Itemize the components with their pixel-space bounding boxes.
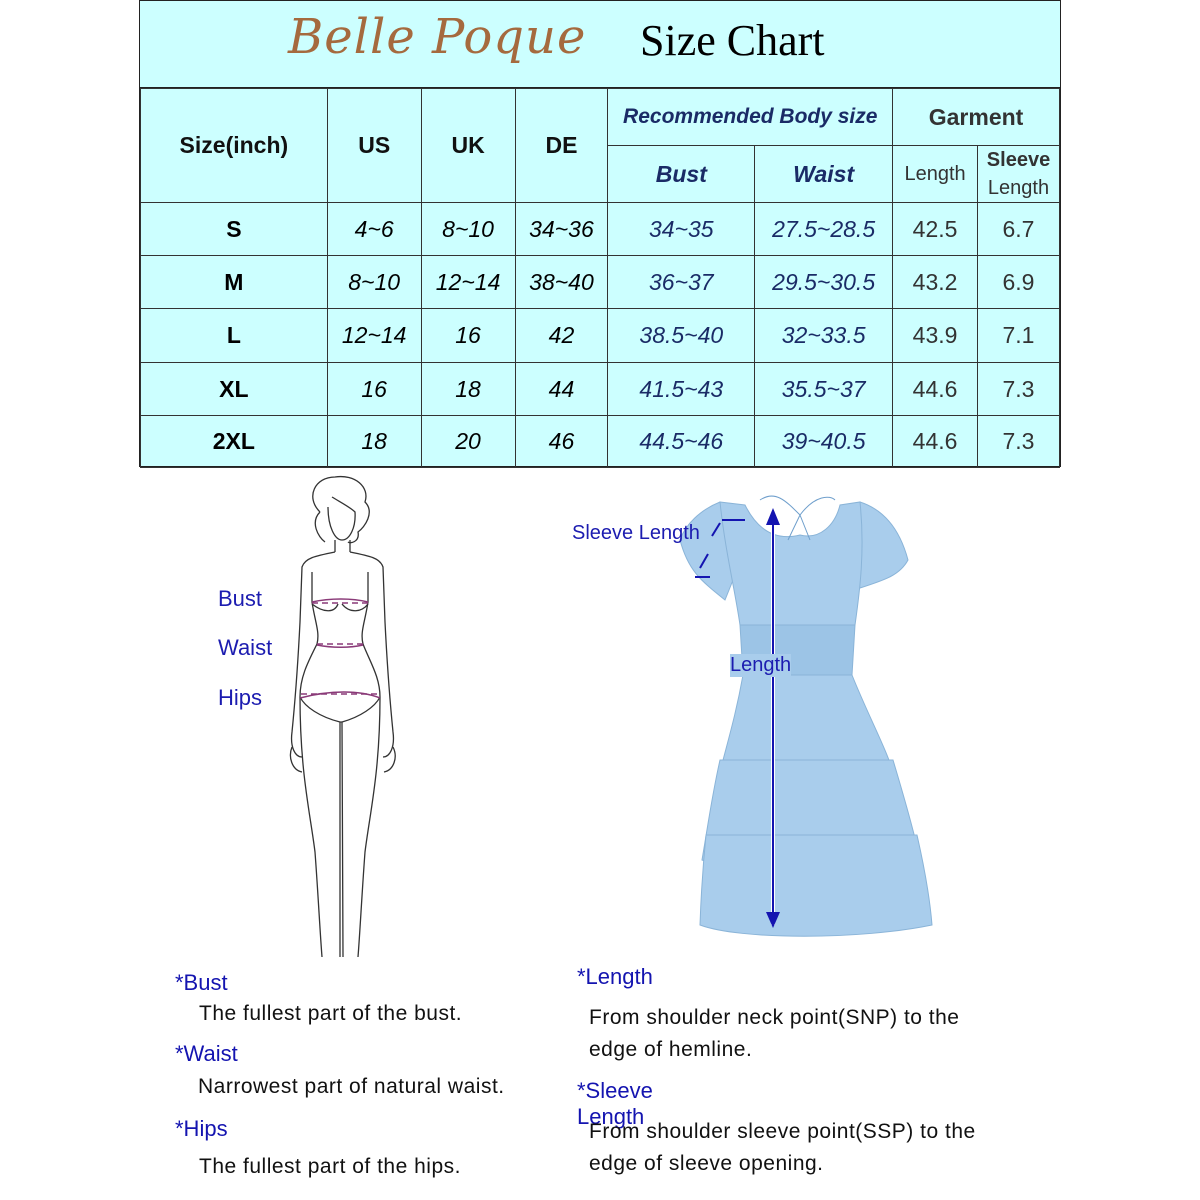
waist-cell: 39~40.5 [755, 416, 893, 468]
table-row [141, 256, 1060, 309]
definition-text-sleeve-length-2: edge of sleeve opening. [589, 1152, 824, 1175]
header-bust: Bust [608, 146, 755, 203]
bust-cell: 41.5~43 [608, 363, 755, 416]
header-size: Size(inch) [141, 89, 328, 203]
de-cell: 46 [515, 416, 608, 468]
sleeve-cell: 6.7 [978, 203, 1060, 256]
us-cell: 16 [327, 363, 421, 416]
body-label-hips: Hips [218, 685, 263, 710]
us-cell: 4~6 [327, 203, 421, 256]
uk-cell: 12~14 [421, 256, 515, 309]
size-cell: XL [141, 363, 328, 416]
sleeve-cell: 7.1 [978, 309, 1060, 363]
chart-title: Size Chart [640, 16, 825, 65]
waist-cell: 35.5~37 [755, 363, 893, 416]
body-label-waist: Waist [218, 635, 273, 660]
de-cell: 34~36 [515, 203, 608, 256]
definition-text-waist: Narrowest part of natural waist. [198, 1075, 505, 1098]
definition-text-length-1: From shoulder neck point(SNP) to the [589, 1006, 960, 1029]
sleeve-cell: 7.3 [978, 363, 1060, 416]
definition-text-hips: The fullest part of the hips. [199, 1155, 461, 1178]
size-cell: L [141, 309, 328, 363]
de-cell: 38~40 [515, 256, 608, 309]
us-cell: 12~14 [327, 309, 421, 363]
definition-text-length-2: edge of hemline. [589, 1038, 753, 1061]
bust-cell: 34~35 [608, 203, 755, 256]
definition-text-bust: The fullest part of the bust. [199, 1002, 463, 1025]
header-de: DE [515, 89, 608, 203]
table-row [141, 309, 1060, 363]
definition-term-sleeve-length: *Sleeve Length [577, 1078, 653, 1129]
length-cell: 44.6 [893, 363, 978, 416]
header-garment: Garment [893, 89, 1060, 146]
table-row [141, 416, 1060, 468]
header-sleeve-length [978, 146, 1060, 203]
bust-cell: 38.5~40 [608, 309, 755, 363]
size-cell: S [141, 203, 328, 256]
length-cell: 42.5 [893, 203, 978, 256]
de-cell: 42 [515, 309, 608, 363]
definition-text-sleeve-length-1: From shoulder sleeve point(SSP) to the [589, 1120, 976, 1143]
size-chart [139, 0, 1061, 467]
uk-cell: 8~10 [421, 203, 515, 256]
header-length [893, 146, 978, 203]
body-label-bust: Bust [218, 586, 263, 611]
title-bar [140, 1, 1060, 89]
header-us: US [327, 89, 421, 203]
sleeve-cell: 7.3 [978, 416, 1060, 468]
header-recommended-body-size: Recommended Body size [608, 89, 893, 146]
size-cell: M [141, 256, 328, 309]
dress-label-length: Length [730, 654, 792, 676]
header-sleeve-length-label: Length [987, 177, 1050, 199]
body-measurement-figure [270, 472, 420, 962]
size-table [140, 88, 1060, 468]
length-cell: 44.6 [893, 416, 978, 468]
bust-cell: 44.5~46 [608, 416, 755, 468]
waist-cell: 32~33.5 [755, 309, 893, 363]
header-sleeve-label: Sleeve [986, 149, 1051, 171]
brand-logo: Belle Poque [288, 9, 587, 65]
definition-term-length: *Length [577, 964, 653, 989]
header-length-label: Length [904, 163, 966, 185]
uk-cell: 20 [421, 416, 515, 468]
de-cell: 44 [515, 363, 608, 416]
us-cell: 8~10 [327, 256, 421, 309]
definition-term-waist: *Waist [175, 1041, 238, 1066]
table-row [141, 203, 1060, 256]
length-cell: 43.9 [893, 309, 978, 363]
header-uk: UK [421, 89, 515, 203]
us-cell: 18 [327, 416, 421, 468]
header-waist: Waist [755, 146, 893, 203]
bust-cell: 36~37 [608, 256, 755, 309]
dress-label-sleeve-length: Sleeve Length [572, 522, 700, 544]
waist-cell: 27.5~28.5 [755, 203, 893, 256]
length-cell: 43.2 [893, 256, 978, 309]
dress-measurement-figure [560, 480, 1000, 940]
uk-cell: 16 [421, 309, 515, 363]
definition-term-hips: *Hips [175, 1116, 228, 1141]
sleeve-cell: 6.9 [978, 256, 1060, 309]
definition-term-bust: *Bust [175, 970, 228, 995]
uk-cell: 18 [421, 363, 515, 416]
table-row [141, 363, 1060, 416]
size-cell: 2XL [141, 416, 328, 468]
waist-cell: 29.5~30.5 [755, 256, 893, 309]
